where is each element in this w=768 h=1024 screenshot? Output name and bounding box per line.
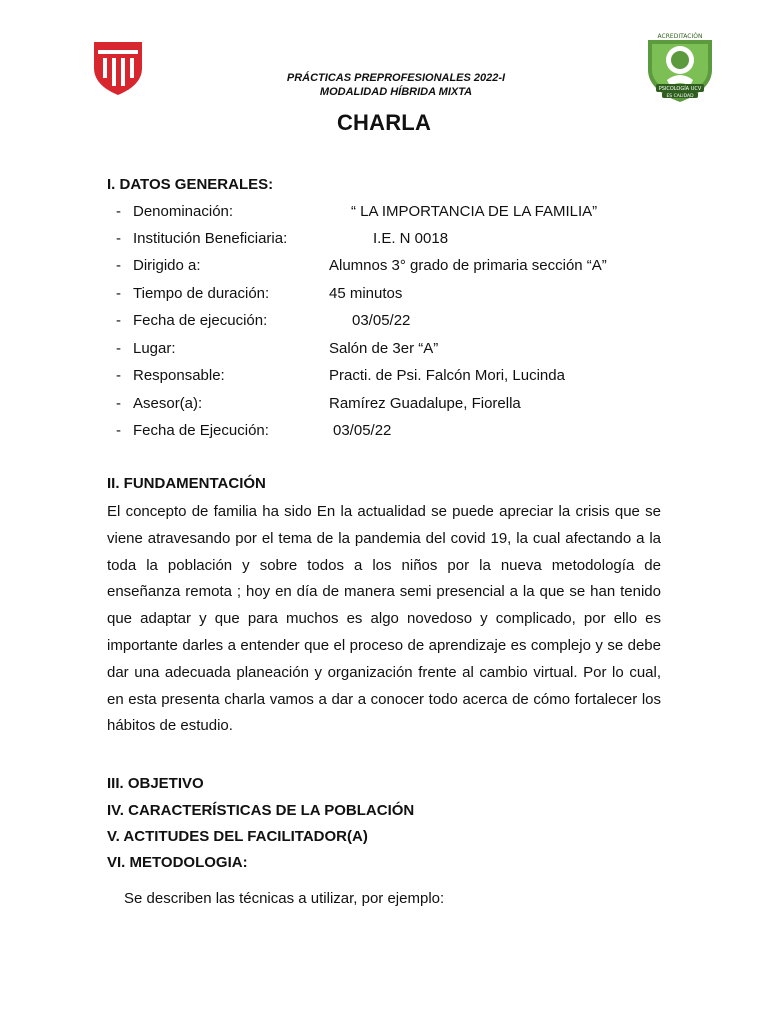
datos-value: Salón de 3er “A” xyxy=(329,340,439,357)
datos-label: Tiempo de duración: xyxy=(133,285,270,302)
header-line-2: MODALIDAD HÍBRIDA MIXTA xyxy=(319,86,473,98)
accreditation-seal xyxy=(642,30,718,106)
datos-value: 03/05/22 xyxy=(352,312,411,329)
bullet-dash: - xyxy=(116,285,121,302)
datos-label: Fecha de ejecución: xyxy=(133,312,268,329)
metodologia-intro: Se describen las técnicas a utilizar, por ejemplo: xyxy=(124,890,445,907)
bullet-dash: - xyxy=(116,395,121,412)
bullet-dash: - xyxy=(116,312,121,329)
datos-value: Alumnos 3° grado de primaria sección “A” xyxy=(329,257,607,274)
datos-label: Asesor(a): xyxy=(133,395,203,412)
bullet-dash: - xyxy=(116,367,121,384)
section-fundamentacion: II. FUNDAMENTACIÓN xyxy=(107,475,266,492)
datos-label: Responsable: xyxy=(133,367,225,384)
bullet-dash: - xyxy=(116,203,121,220)
section-datos-generales: I. DATOS GENERALES: xyxy=(107,176,274,193)
section-objetivo: III. OBJETIVO xyxy=(107,775,204,792)
document-title: CHARLA xyxy=(336,110,432,135)
accreditation-seal-icon xyxy=(642,30,718,106)
datos-label: Denominación: xyxy=(133,203,234,220)
bullet-dash: - xyxy=(116,230,121,247)
datos-value: I.E. N 0018 xyxy=(373,230,449,247)
section-caracteristicas: IV. CARACTERÍSTICAS DE LA POBLACIÓN xyxy=(107,802,415,819)
svg-text:ES CALIDAD: ES CALIDAD xyxy=(666,94,694,99)
datos-label: Dirigido a: xyxy=(133,257,201,274)
datos-value: “ LA IMPORTANCIA DE LA FAMILIA” xyxy=(351,203,598,220)
section-metodologia: VI. METODOLOGIA: xyxy=(107,854,248,871)
bullet-dash: - xyxy=(116,257,121,274)
datos-label: Lugar: xyxy=(133,340,176,357)
bullet-dash: - xyxy=(116,422,121,439)
datos-label: Fecha de Ejecución: xyxy=(133,422,269,439)
bullet-dash: - xyxy=(116,340,121,357)
header-line-1: PRÁCTICAS PREPROFESIONALES 2022-I xyxy=(286,72,506,84)
datos-label: Institución Beneficiaria: xyxy=(133,230,288,247)
datos-value: 03/05/22 xyxy=(333,422,392,439)
svg-text:PSICOLOGÍA UCV: PSICOLOGÍA UCV xyxy=(658,86,702,92)
datos-value: Ramírez Guadalupe, Fiorella xyxy=(329,395,521,412)
svg-text:ACREDITACIÓN: ACREDITACIÓN xyxy=(657,33,703,40)
datos-value: 45 minutos xyxy=(329,285,403,302)
fundamentacion-paragraph: El concepto de familia ha sido En la actualidad se puede apreciar la crisis que se viene atravesando por el tema de la pandemia del covid 19, la cual afectando a la toda la población y sobre todos a los niños por la nueva metodología de enseñanza remota ; hoy en día de manera semi presencial a la que se han tenido que adaptar y que para muchos es algo novedoso y complicado, por ello es importante darles a entender que el proceso de aprendizaje es complejo y se debe dar una adecuada planeación y organización frente al cambio virtual. Por lo cual, en esta presenta charla vamos a dar a conocer todo acerca de cómo fortalecer los hábitos de estudio. xyxy=(107,503,661,735)
datos-value: Practi. de Psi. Falcón Mori, Lucinda xyxy=(329,367,565,384)
section-actitudes: V. ACTITUDES DEL FACILITADOR(A) xyxy=(107,828,368,845)
